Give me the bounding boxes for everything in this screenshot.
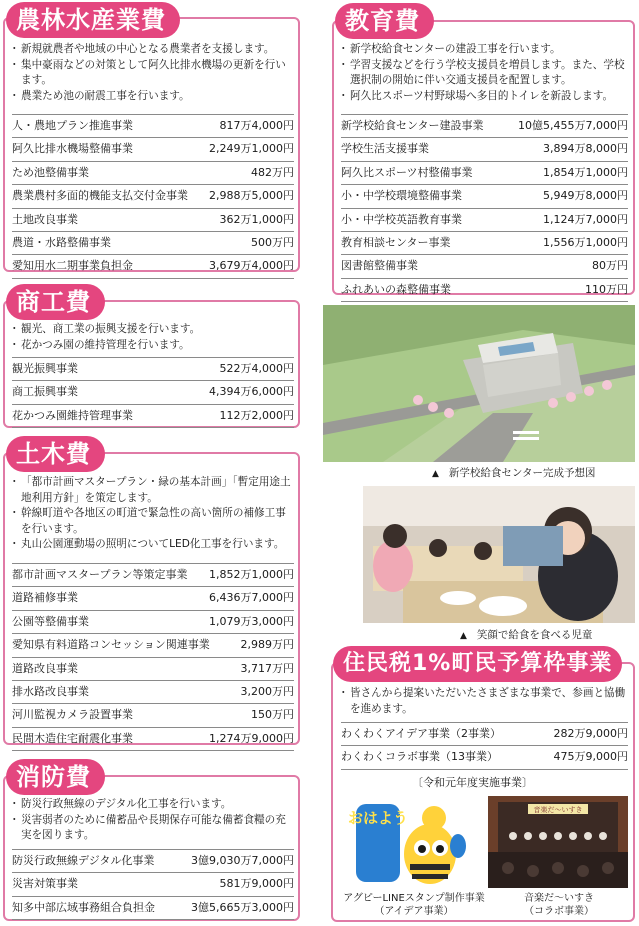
row-value: 3億9,030万7,000円 [191, 854, 294, 867]
table-row [12, 896, 294, 920]
civil-desc-item: ・ 幹線町道や各地区の町道で緊急性の高い箇所の補修工事を行います。 [12, 506, 294, 537]
table-row [12, 872, 294, 895]
table-row [12, 357, 294, 380]
row-value: 112万2,000円 [219, 408, 294, 422]
music-caption [500, 892, 618, 918]
table-row [12, 849, 294, 872]
row-value: 3,717万円 [240, 661, 294, 675]
row-name: 愛知県有料道路コンセッション関連事業 [12, 638, 210, 652]
row-value: 2,249万1,000円 [209, 142, 294, 156]
lunch-center-caption: ▲ 新学校給食センター完成予想図 [432, 465, 596, 480]
row-name: 観光振興事業 [12, 362, 78, 375]
resident-table [341, 722, 628, 770]
row-value: 482万円 [251, 165, 294, 179]
row-value: 1,854万1,000円 [543, 165, 628, 179]
music-event-photo [488, 796, 628, 888]
civil-desc-item: ・ 丸山公園運動場の照明についてLED化工事を行います。 [12, 537, 294, 553]
civil-desc-item: ・ 「都市計画マスタープラン・緑の基本計画」「暫定用途土地利用方針」を策定します。 [12, 475, 294, 506]
stage-banner-text: 音楽だ〜いすき [533, 806, 583, 814]
row-name: ふれあいの森整備事業 [341, 282, 451, 296]
row-name: 阿久比排水機場整備事業 [12, 142, 133, 156]
agupi-caption [339, 892, 489, 918]
row-name: 学校生活支援事業 [341, 142, 429, 156]
row-value: 3,894万8,000円 [543, 142, 628, 156]
table-row [341, 137, 628, 160]
row-value: 1,852万1,000円 [209, 568, 294, 581]
edu-desc [341, 42, 631, 104]
table-row [12, 633, 294, 656]
table-row [341, 231, 628, 254]
row-name: 河川監視カメラ設置事業 [12, 708, 133, 722]
row-name: 民間木造住宅耐震化事業 [12, 731, 133, 745]
row-name: 道路補修事業 [12, 591, 78, 605]
resident-title: 住民税1%町民予算枠事業 [333, 646, 622, 682]
table-row [341, 161, 628, 184]
commerce-table [12, 357, 294, 428]
commerce-desc [12, 322, 294, 353]
row-value: 1,124万7,000円 [543, 212, 628, 226]
row-name: 教育相談センター事業 [341, 235, 451, 249]
table-row [12, 184, 294, 207]
row-name: 小・中学校英語教育事業 [341, 212, 462, 226]
table-row [341, 722, 628, 745]
edu-desc-item: ・ 学習支援などを行う学校支援員を増員します。また、学校選択制の開始に伴い交通支援員を配置します。 [341, 58, 631, 89]
agri-title: 農林水産業費 [6, 2, 180, 38]
row-name: 商工振興事業 [12, 385, 78, 399]
stamp-text: おはよう [347, 809, 409, 827]
row-name: 知多中部広域事務組合負担金 [12, 900, 155, 914]
table-row [12, 380, 294, 403]
row-name: 道路改良事業 [12, 661, 78, 675]
row-value: 475万9,000円 [553, 750, 628, 764]
table-row [12, 114, 294, 137]
row-value: 80万円 [592, 259, 628, 273]
row-value: 3,200万円 [240, 684, 294, 698]
music-stage-illustration [488, 796, 628, 888]
music-caption-line1: 音楽だ〜いすき [524, 893, 594, 904]
row-value: 4,394万6,000円 [209, 385, 294, 399]
table-row [341, 184, 628, 207]
commerce-desc-item: ・ 観光、商工業の振興支援を行います。 [12, 322, 294, 338]
row-name: 土地改良事業 [12, 212, 78, 226]
row-name: 阿久比スポーツ村整備事業 [341, 165, 473, 179]
row-value: 522万4,000円 [219, 362, 294, 375]
edu-title: 教育費 [335, 3, 434, 39]
row-value: 1,079万3,000円 [209, 614, 294, 628]
table-row [12, 563, 294, 586]
agri-desc-item: ・ 新規就農者や地域の中心となる農業者を支援します。 [12, 42, 294, 58]
table-row [12, 137, 294, 160]
resident-subhead: 〔令和元年度実施事業〕 [412, 776, 533, 789]
row-value: 581万9,000円 [219, 877, 294, 891]
lunch-center-rendering [323, 305, 635, 462]
row-name: 災害対策事業 [12, 877, 78, 891]
row-value: 2,989万円 [240, 638, 294, 652]
commerce-title: 商工費 [6, 284, 105, 320]
table-row [341, 114, 628, 137]
fire-title: 消防費 [6, 759, 105, 795]
row-name: わくわくアイデア事業（2事業） [341, 727, 502, 740]
row-name: 新学校給食センター建設事業 [341, 119, 484, 132]
row-value: 5,949万8,000円 [543, 189, 628, 203]
row-value: 6,436万7,000円 [209, 591, 294, 605]
row-name: 都市計画マスタープラン等策定事業 [12, 568, 188, 581]
row-value: 1,274万9,000円 [209, 731, 294, 745]
music-caption-line2: （コラボ事業） [524, 906, 594, 917]
table-row [12, 404, 294, 428]
students-lunch-caption: ▲ 笑顔で給食を食べる児童 [460, 627, 592, 642]
table-row [12, 161, 294, 184]
row-name: 花かつみ園維持管理事業 [12, 408, 133, 422]
agupi-caption-line2: （アイデア事業） [374, 906, 454, 917]
students-lunch-photo [363, 486, 635, 623]
row-value: 10億5,455万7,000円 [518, 119, 628, 132]
row-value: 150万円 [251, 708, 294, 722]
commerce-desc-item: ・ 花かつみ園の維持管理を行います。 [12, 338, 294, 354]
row-name: 小・中学校環境整備事業 [341, 189, 462, 203]
row-value: 110万円 [585, 282, 628, 296]
row-value: 2,988万5,000円 [209, 189, 294, 203]
agri-desc-item: ・ 集中豪雨などの対策として阿久比排水機場の更新を行います。 [12, 58, 294, 89]
table-row [341, 254, 628, 277]
resident-desc-item: ・ 皆さんから提案いただいたさまざまな事業で、参画と協働を進めます。 [341, 686, 631, 717]
row-name: 人・農地プラン推進事業 [12, 119, 133, 132]
table-row [12, 208, 294, 231]
agri-desc [12, 42, 294, 104]
fire-desc-item: ・ 防災行政無線のデジタル化工事を行います。 [12, 797, 294, 813]
table-row [12, 610, 294, 633]
row-name: 排水路改良事業 [12, 684, 89, 698]
agri-desc-item: ・ 農業ため池の耐震工事を行います。 [12, 89, 294, 105]
lunch-photo-illustration [363, 486, 635, 623]
civil-title: 土木費 [6, 436, 105, 472]
row-value: 362万1,000円 [219, 212, 294, 226]
fire-table [12, 849, 294, 920]
civil-table [12, 563, 294, 751]
table-row [12, 727, 294, 751]
row-value: 500万円 [251, 235, 294, 249]
table-row [341, 278, 628, 302]
table-row [12, 231, 294, 254]
row-name: 農業農村多面的機能支払交付金事業 [12, 189, 188, 203]
edu-desc-item: ・ 阿久比スポーツ村野球場へ多目的トイレを新設します。 [341, 89, 631, 105]
agri-table [12, 114, 294, 279]
row-name: 愛知用水二期事業負担金 [12, 259, 133, 273]
resident-desc [341, 686, 631, 717]
table-row [341, 745, 628, 769]
row-name: 図書館整備事業 [341, 259, 418, 273]
edu-desc-item: ・ 新学校給食センターの建設工事を行います。 [341, 42, 631, 58]
table-row [12, 254, 294, 278]
fire-desc [12, 797, 294, 844]
table-row [12, 680, 294, 703]
row-name: ため池整備事業 [12, 165, 89, 179]
fire-desc-item: ・ 災害弱者のために備蓄品や長期保存可能な備蓄食糧の充実を図ります。 [12, 813, 294, 844]
edu-table [341, 114, 628, 302]
rendering-illustration [323, 305, 635, 462]
agupi-caption-line1: アグピーLINEスタンプ制作事業 [343, 893, 485, 904]
row-name: 公園等整備事業 [12, 614, 89, 628]
agupi-character-icon [347, 796, 469, 888]
row-value: 282万9,000円 [553, 727, 628, 740]
row-value: 3,679万4,000円 [209, 259, 294, 273]
row-name: 農道・水路整備事業 [12, 235, 111, 249]
row-name: わくわくコラボ事業（13事業） [341, 750, 498, 764]
table-row [341, 208, 628, 231]
table-row [12, 586, 294, 609]
row-name: 防災行政無線デジタル化事業 [12, 854, 155, 867]
row-value: 3億5,665万3,000円 [191, 900, 294, 914]
table-row [12, 657, 294, 680]
civil-desc [12, 475, 294, 553]
agupi-stamp-image [347, 796, 469, 888]
table-row [12, 703, 294, 726]
row-value: 1,556万1,000円 [543, 235, 628, 249]
row-value: 817万4,000円 [219, 119, 294, 132]
